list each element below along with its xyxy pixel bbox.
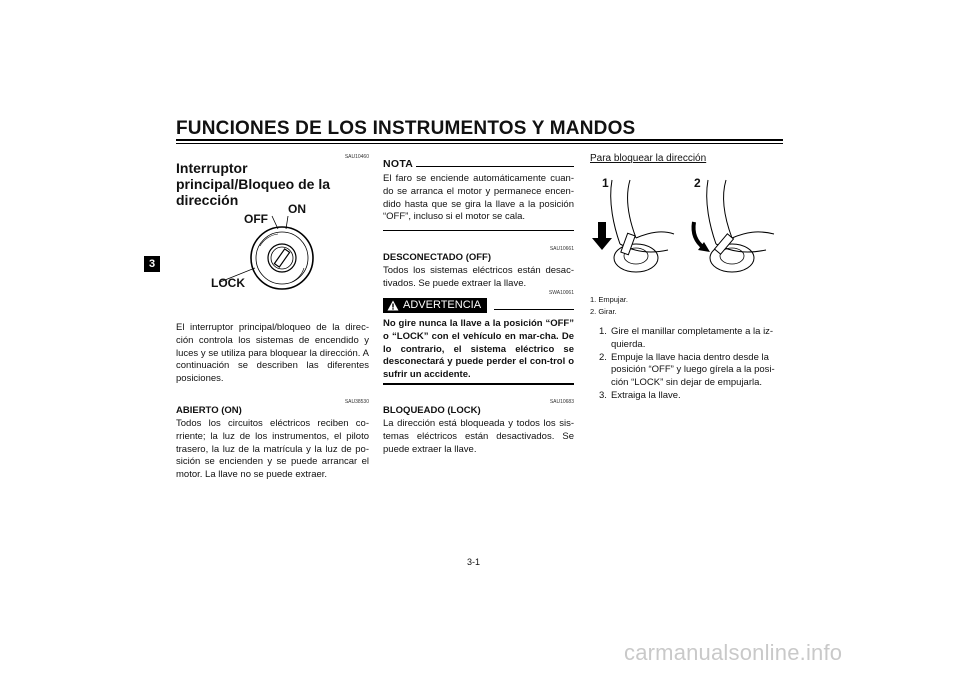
- page-number: 3-1: [467, 557, 481, 567]
- push-turn-key-drawing: [590, 172, 782, 282]
- nota-paragraph: El faro se enciende automáticamente cuan-do se arranca el motor y permanece encen-dido hasta que se gira la llave a la posición “OFF”, incluso si el motor se cala.: [383, 173, 574, 223]
- nota-rule: [416, 166, 574, 167]
- reference-code: SWA10061: [548, 290, 574, 296]
- chapter-tab: 3: [144, 256, 160, 272]
- step-number: 1.: [599, 326, 607, 337]
- abierto-paragraph: Todos los circuitos eléctricos reciben co-rriente; la luz de los instrumentos, el piloto trasero, la luz de la matrícula y la luz de po-sición se encienden y se puede arrancar el motor. La llave no se puede extraer.: [176, 418, 369, 481]
- watermark: carmanualsonline.info: [624, 640, 843, 665]
- lock-steering-subtitle: Para bloquear la dirección: [590, 153, 707, 164]
- desconectado-paragraph: Todos los sistemas eléctricos están desac-tivados. Se puede extraer la llave.: [383, 265, 574, 289]
- step-number: 2.: [599, 351, 607, 363]
- step-item: [599, 326, 783, 352]
- figure-caption: 1. Empujar.: [590, 295, 628, 304]
- steps-list: [599, 326, 783, 403]
- intro-paragraph: El interruptor principal/bloqueo de la direc-ción controla los sistemas de encendido y luces y se utiliza para bloquear la dirección. A continuación se describen las diferentes posiciones.: [176, 322, 369, 385]
- on-label: ON: [288, 202, 306, 216]
- nota-label: NOTA: [383, 158, 414, 170]
- off-label: OFF: [244, 212, 268, 226]
- step-text: Gire el manillar completamente a la iz-quierda.: [611, 326, 774, 350]
- step-item: [599, 390, 783, 403]
- step-text: Extraiga la llave.: [611, 389, 681, 401]
- figure-caption: 2. Girar.: [590, 307, 617, 316]
- desconectado-heading: DESCONECTADO (OFF): [383, 252, 492, 263]
- header-rule: [176, 139, 783, 141]
- reference-code: SAU10661: [549, 246, 574, 252]
- abierto-heading: ABIERTO (ON): [176, 405, 242, 416]
- reference-code: SAU10683: [549, 399, 574, 405]
- step-item: [599, 352, 783, 390]
- bloqueado-paragraph: La dirección está bloqueada y todos los sis-temas eléctricos están desactivados. Se puede extraer la llave.: [383, 418, 574, 455]
- advertencia-rule: [494, 309, 574, 310]
- step-text: Empuje la llave hacia dentro desde la posición “OFF” y luego gírela a la posi-ción “LOCK” sin dejar de empujarla.: [611, 351, 775, 389]
- nota-end-rule: [383, 230, 574, 231]
- ignition-switch-figure: [200, 196, 350, 296]
- section-title: Interruptor principal/Bloqueo de la dirección: [176, 160, 331, 208]
- lock-label: LOCK: [211, 276, 245, 290]
- warning-paragraph: No gire nunca la llave a la posición “OFF” o “LOCK” con el vehículo en mar-cha. De lo contrario, el sistema eléctrico se desconectará y puede perder el con-trol o sufrir un accidente.: [383, 318, 574, 381]
- advertencia-badge: [383, 298, 487, 313]
- header-rule-thin: [176, 143, 783, 144]
- reference-code: SAU38530: [344, 399, 369, 405]
- page-title: FUNCIONES DE LOS INSTRUMENTOS Y MANDOS: [176, 118, 636, 139]
- advertencia-label: ADVERTENCIA: [403, 299, 482, 311]
- reference-code: SAU10460: [344, 154, 369, 160]
- bloqueado-heading: BLOQUEADO (LOCK): [383, 405, 481, 416]
- warning-triangle-icon: [387, 300, 399, 311]
- warning-end-rule: [383, 383, 574, 385]
- figure-label-2: 2: [694, 176, 701, 190]
- step-number: 3.: [599, 389, 607, 401]
- steering-lock-figure: [590, 172, 782, 282]
- figure-label-1: 1: [602, 176, 609, 190]
